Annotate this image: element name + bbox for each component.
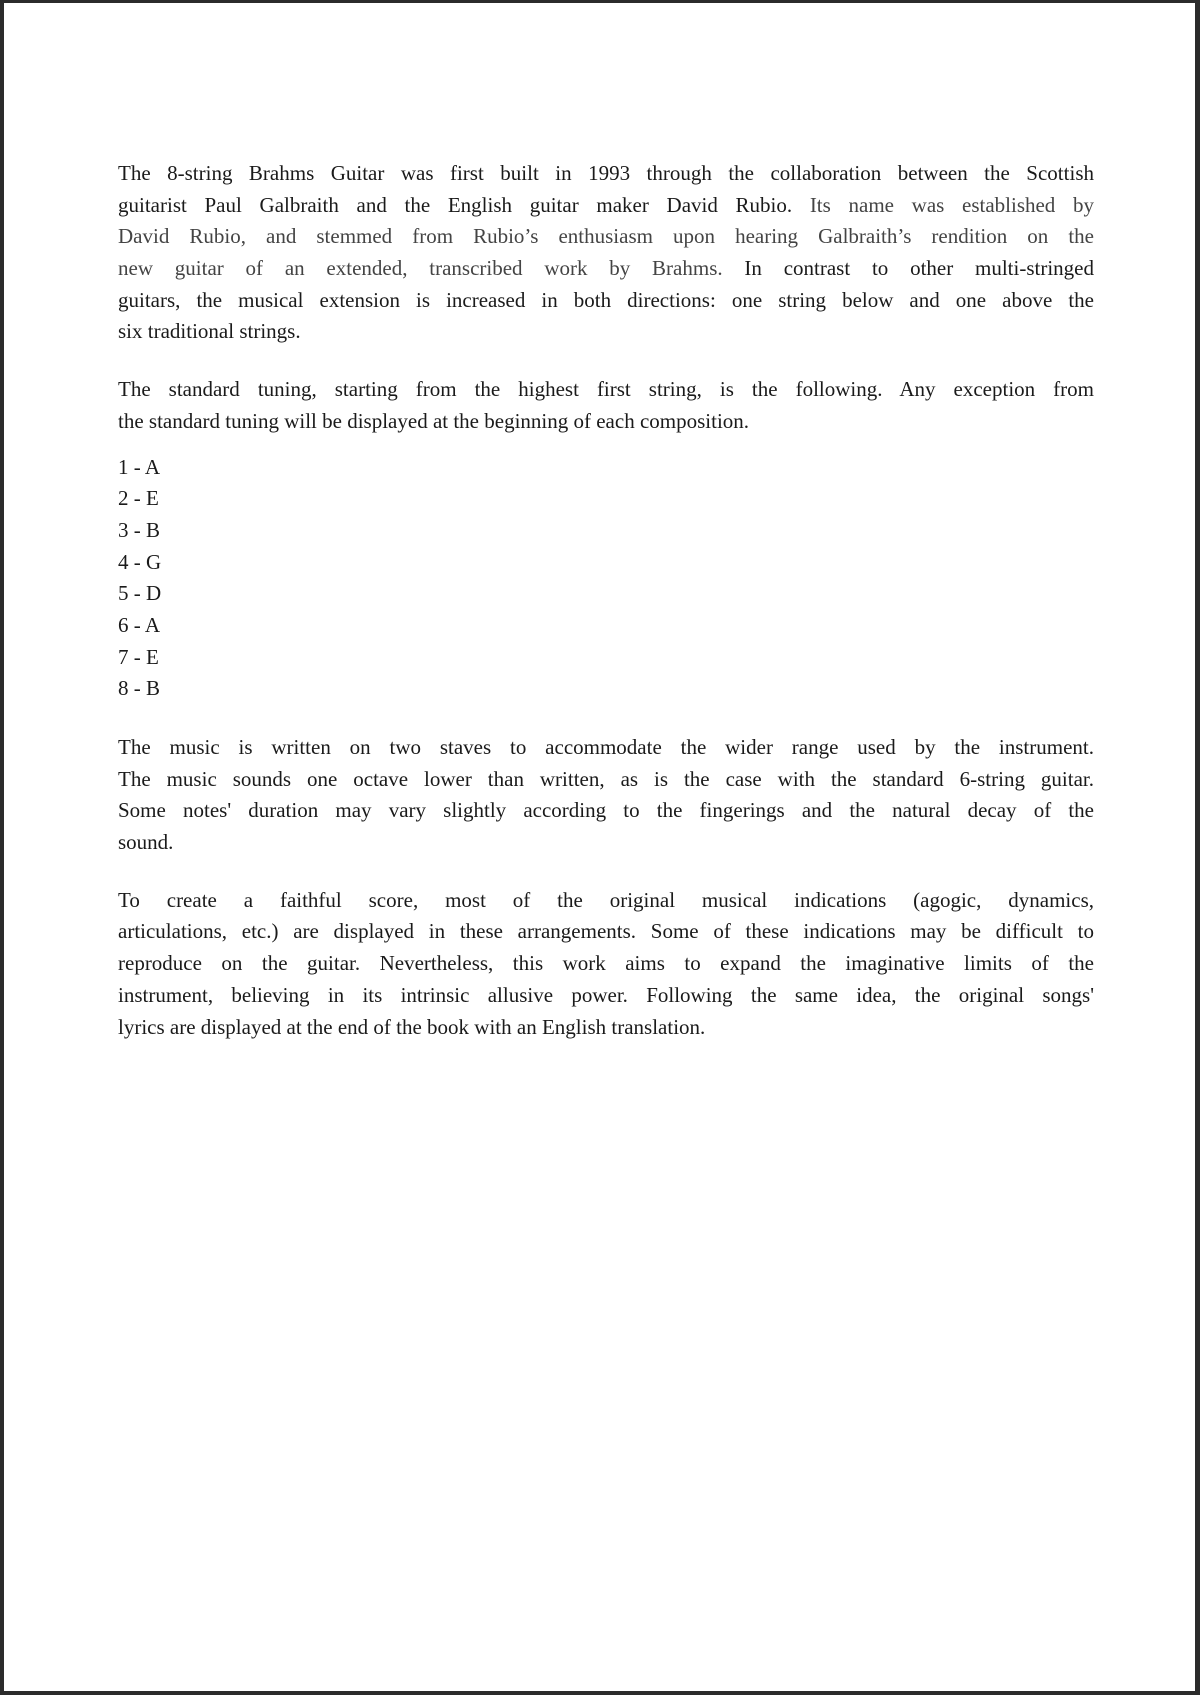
line-text-grey: Its name was established by xyxy=(809,192,1094,217)
text-line: sound. xyxy=(118,830,174,855)
tuning-item: 3 - B xyxy=(118,517,161,542)
paragraph-standard-tuning xyxy=(118,374,1094,437)
text-line: lyrics are displayed at the end of the book with an English translation. xyxy=(118,1014,706,1039)
string-number: 5 xyxy=(118,581,129,606)
paragraph-history xyxy=(118,158,1094,348)
text-line xyxy=(118,221,1094,253)
string-note: A xyxy=(144,454,161,479)
text-line: Some notes' duration may vary slightly according to the fingerings and the natural decay of the xyxy=(118,798,1094,823)
string-note: E xyxy=(146,644,159,669)
tuning-item: 1 - A xyxy=(118,454,161,479)
string-note: E xyxy=(146,486,159,511)
text-line xyxy=(118,253,1094,285)
text-line: The music is written on two staves to accommodate the wider range used by the instrument. xyxy=(118,735,1094,759)
line-text-grey: new guitar of an extended, transcribed work by Brahms. xyxy=(118,256,745,281)
string-note: B xyxy=(146,517,161,542)
string-number: 8 xyxy=(118,676,129,701)
text-line: articulations, etc.) are displayed in these arrangements. Some of these indications may be difficult to xyxy=(118,919,1094,944)
text-line xyxy=(118,285,1094,317)
tuning-item: 2 - E xyxy=(118,486,159,511)
tuning-list xyxy=(118,452,1094,706)
string-number: 3 xyxy=(118,517,129,542)
string-note: A xyxy=(144,612,161,637)
line-text: In contrast to other multi-stringed xyxy=(744,256,1094,281)
tuning-item: 6 - A xyxy=(118,612,161,637)
line-text: The 8-string Brahms Guitar was first built in 1993 through the collaboration between the Scottish xyxy=(118,161,1094,185)
string-number: 6 xyxy=(118,612,129,637)
tuning-item: 8 - B xyxy=(118,676,161,701)
string-note: B xyxy=(146,676,161,701)
text-line: the standard tuning will be displayed at the beginning of each composition. xyxy=(118,408,750,433)
string-number: 1 xyxy=(118,454,129,479)
tuning-item: 4 - G xyxy=(118,549,162,574)
text-line xyxy=(118,190,1094,222)
text-line xyxy=(118,316,1094,348)
string-number: 7 xyxy=(118,644,129,669)
text-line xyxy=(118,158,1094,190)
string-note: D xyxy=(146,581,162,606)
line-text: six traditional strings. xyxy=(118,319,301,344)
string-number: 4 xyxy=(118,549,129,574)
tuning-item: 5 - D xyxy=(118,581,162,606)
text-line: instrument, believing in its intrinsic allusive power. Following the same idea, the original songs' xyxy=(118,982,1094,1007)
line-text: guitarist Paul Galbraith and the English guitar maker David Rubio. xyxy=(118,192,810,217)
paragraph-indications xyxy=(118,885,1094,1043)
text-line: reproduce on the guitar. Nevertheless, this work aims to expand the imaginative limits of the xyxy=(118,951,1094,976)
string-note: G xyxy=(146,549,162,574)
text-line: To create a faithful score, most of the original musical indications (agogic, dynamics, xyxy=(118,887,1094,912)
line-text: guitars, the musical extension is increased in both directions: one string below and one above the xyxy=(118,287,1094,312)
string-number: 2 xyxy=(118,486,129,511)
tuning-item: 7 - E xyxy=(118,644,159,669)
text-line: The standard tuning, starting from the highest first string, is the following. Any exception from xyxy=(118,377,1094,402)
page-content xyxy=(118,158,1094,1069)
line-text-grey: David Rubio, and stemmed from Rubio’s enthusiasm upon hearing Galbraith’s rendition on the xyxy=(118,224,1094,249)
text-line: The music sounds one octave lower than written, as is the case with the standard 6-string guitar. xyxy=(118,766,1094,791)
paragraph-notation xyxy=(118,732,1094,859)
document-page xyxy=(4,3,1195,1691)
